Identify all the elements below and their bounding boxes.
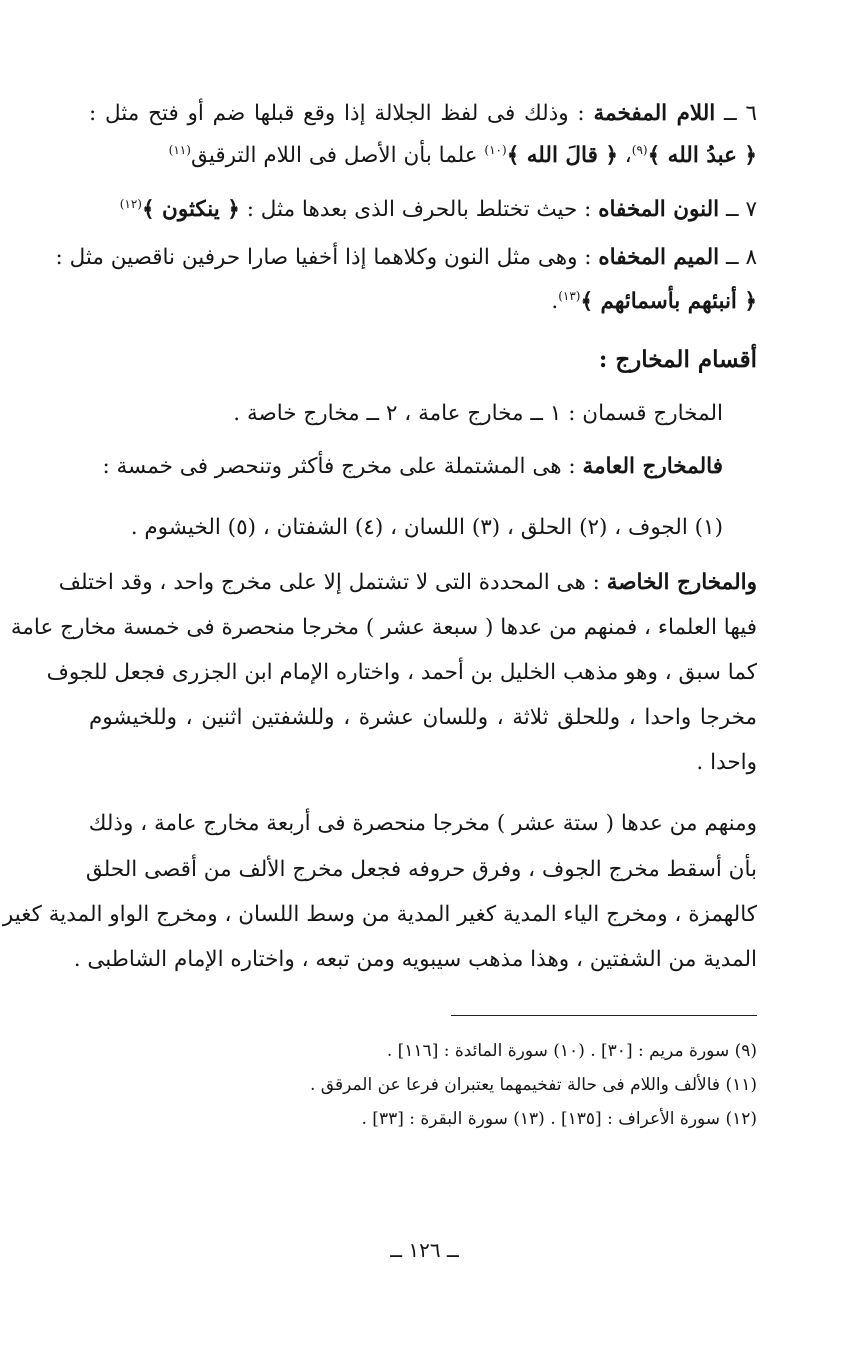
specific-line-3: كما سبق ، وهو مذهب الخليل بن أحمد ، واختاره الإمام ابن الجزرى فجعل للجوف xyxy=(46,660,757,685)
intro-line: المخارج قسمان : ١ ــ مخارج عامة ، ٢ ــ مخارج خاصة . xyxy=(233,401,723,426)
para2-line-1: ومنهم من عدها ( ستة عشر ) مخرجا منحصرة فى أربعة مخارج عامة ، وذلك xyxy=(88,811,757,836)
footnote-ref: (١٠) xyxy=(484,142,507,157)
item-7-line xyxy=(89,188,757,232)
footnote-ref: (١١) xyxy=(168,142,191,157)
specific-text: : هى المحددة التى لا تشتمل إلا على مخرج واحد ، وقد اختلف xyxy=(58,570,600,595)
page-number: ــ ١٢٦ ــ xyxy=(390,1238,459,1262)
footnote-line: (٩) سورة مريم : [٣٠] . (١٠) سورة المائدة : [١١٦] . xyxy=(386,1041,757,1061)
quran-example: ﴿ ينكثون ﴾ xyxy=(141,197,240,222)
quran-example: ﴿ أنبئهم بأسمائهم ﴾ xyxy=(580,289,757,314)
footnote-line: (١٢) سورة الأعراف : [١٣٥] . (١٣) سورة البقرة : [٣٣] . xyxy=(361,1109,757,1129)
item-number: ٦ ــ xyxy=(724,101,757,126)
specific-line-5: واحدا . xyxy=(696,750,757,775)
footnote-divider xyxy=(451,1015,757,1016)
footnote-ref: (١٢) xyxy=(119,196,142,211)
item-term: النون المخفاه xyxy=(598,197,720,222)
specific-line-4: مخرجا واحدا ، وللحلق ثلاثة ، وللسان عشرة ، وللشفتين اثنين ، وللخيشوم xyxy=(89,705,757,730)
para2-line-4: المدية من الشفتين ، وهذا مذهب سيبويه ومن تبعه ، واختاره الإمام الشاطبى . xyxy=(73,947,757,972)
general-list: (١) الجوف ، (٢) الحلق ، (٣) اللسان ، (٤) الشفتان ، (٥) الخيشوم . xyxy=(130,515,723,540)
para2-line-2: بأن أسقط مخرج الجوف ، وفرق حروفه فجعل مخرج الألف من أقصى الحلق xyxy=(85,857,757,882)
general-definition xyxy=(89,445,723,489)
para2-line-3: كالهمزة ، ومخرج الياء المدية كغير المدية من وسط اللسان ، ومخرج الواو المدية كغير xyxy=(2,902,757,927)
section-heading: أقسام المخارج : xyxy=(598,346,757,373)
item-number: ٧ ــ xyxy=(726,197,757,222)
footnote-ref: (٩) xyxy=(631,142,648,157)
footnote-line: (١١) فالألف واللام فى حالة تفخيمهما يعتبران فرعا عن المرقق . xyxy=(309,1075,757,1095)
quran-example: ﴿ عبدُ الله ﴾ xyxy=(647,143,757,168)
item-text: علما بأن الأصل فى اللام الترقيق xyxy=(190,143,478,168)
item-6-line-2: ﴿ عبدُ الله ﴾$^{(٩)}$، ﴿ قالَ الله ﴾$^{(١٠)}$ علما بأن الأصل فى اللام الترقيق$^{(١١)}$ xyxy=(168,142,757,168)
item-term: الميم المخفاه xyxy=(598,245,720,270)
specific-line-1 xyxy=(58,561,757,605)
general-term: فالمخارج العامة xyxy=(582,454,723,479)
item-text: : حيث تختلط بالحرف الذى بعدها مثل : xyxy=(246,197,592,222)
item-text: : وهى مثل النون وكلاهما إذا أخفيا صارا حرفين ناقصين مثل : xyxy=(55,245,592,270)
item-term: اللام المفخمة xyxy=(593,101,716,126)
specific-term: والمخارج الخاصة xyxy=(606,570,757,595)
item-number: ٨ ــ xyxy=(726,245,757,270)
footnote-ref: (١٣) xyxy=(558,288,581,303)
specific-line-2: فيها العلماء ، فمنهم من عدها ( سبعة عشر ) مخرجا منحصرة فى خمسة مخارج عامة xyxy=(10,615,757,640)
item-text: : وذلك فى لفظ الجلالة إذا وقع قبلها ضم أو فتح مثل : xyxy=(89,101,585,126)
item-8-line-2: ﴿ أنبئهم بأسمائهم ﴾$^{(١٣)}$. xyxy=(551,288,757,314)
quran-example: ﴿ قالَ الله ﴾ xyxy=(506,143,618,168)
item-6-line-1 xyxy=(89,92,757,136)
item-8-line-1 xyxy=(55,236,757,280)
general-text: : هى المشتملة على مخرج فأكثر وتنحصر فى خمسة : xyxy=(102,454,576,479)
